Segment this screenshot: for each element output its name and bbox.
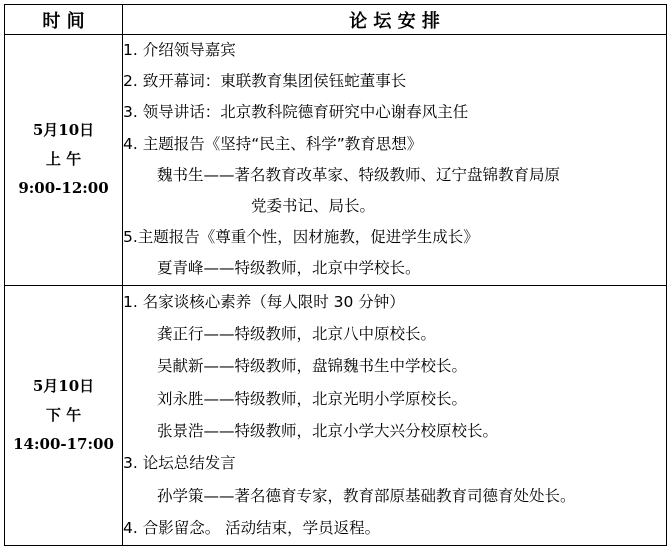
afternoon-period: 下 午 — [45, 405, 82, 424]
agenda-column-header: 论 坛 安 排 — [123, 5, 667, 35]
agenda-line: 党委书记、局长。 — [251, 196, 376, 215]
forum-schedule-table — [4, 4, 667, 546]
agenda-line: 刘永胜——特级教师，北京光明小学原校长。 — [157, 389, 468, 408]
afternoon-agenda-list — [123, 286, 666, 545]
agenda-line: 1. 介绍领导嘉宾 — [123, 41, 236, 59]
morning-session-row — [5, 35, 667, 286]
header-row — [5, 5, 667, 35]
agenda-line: 夏青峰——特级教师，北京中学校长。 — [157, 259, 421, 278]
afternoon-session-row — [5, 285, 667, 545]
morning-agenda-list — [123, 35, 666, 285]
agenda-line: 1. 名家谈核心素养（每人限时 30 分钟） — [123, 292, 405, 311]
afternoon-agenda-cell — [123, 285, 667, 545]
time-column-header: 时 间 — [5, 5, 123, 35]
agenda-line: 吴献新——特级教师，盘锦魏书生中学校长。 — [157, 357, 468, 376]
afternoon-hours: 14:00-17:00 — [13, 434, 114, 453]
morning-hours: 9:00-12:00 — [18, 179, 109, 198]
agenda-line: 3. 领导讲话：北京教科院德育研究中心谢春风主任 — [123, 103, 469, 122]
afternoon-date: 5月10日 — [32, 376, 95, 395]
morning-date: 5月10日 — [32, 121, 95, 140]
agenda-line: 2. 致开幕词：東联教育集团侯钰蛇董事长 — [123, 72, 407, 91]
agenda-line: 4. 合影留念。 活动结束，学员返程。 — [123, 519, 381, 538]
afternoon-time-cell — [5, 285, 123, 545]
agenda-line: 张景浩——特级教师，北京小学大兴分校原校长。 — [157, 422, 499, 441]
agenda-line: 5.主题报告《尊重个性，因材施教，促进学生成长》 — [123, 228, 479, 247]
morning-agenda-cell — [123, 35, 667, 286]
agenda-line: 孙学策——著名德育专家，教育部原基础教育司德育处处长。 — [157, 486, 576, 505]
agenda-line: 魏书生——著名教育改革家、特级教师、辽宁盘锦教育局原 — [157, 165, 561, 184]
agenda-line: 龚正行——特级教师，北京八中原校长。 — [157, 324, 437, 343]
morning-time-cell — [5, 35, 123, 286]
agenda-line: 3. 论坛总结发言 — [123, 454, 236, 473]
agenda-line: 4. 主题报告《坚持“民主、科学”教育思想》 — [123, 134, 423, 153]
morning-period: 上 午 — [45, 150, 82, 169]
